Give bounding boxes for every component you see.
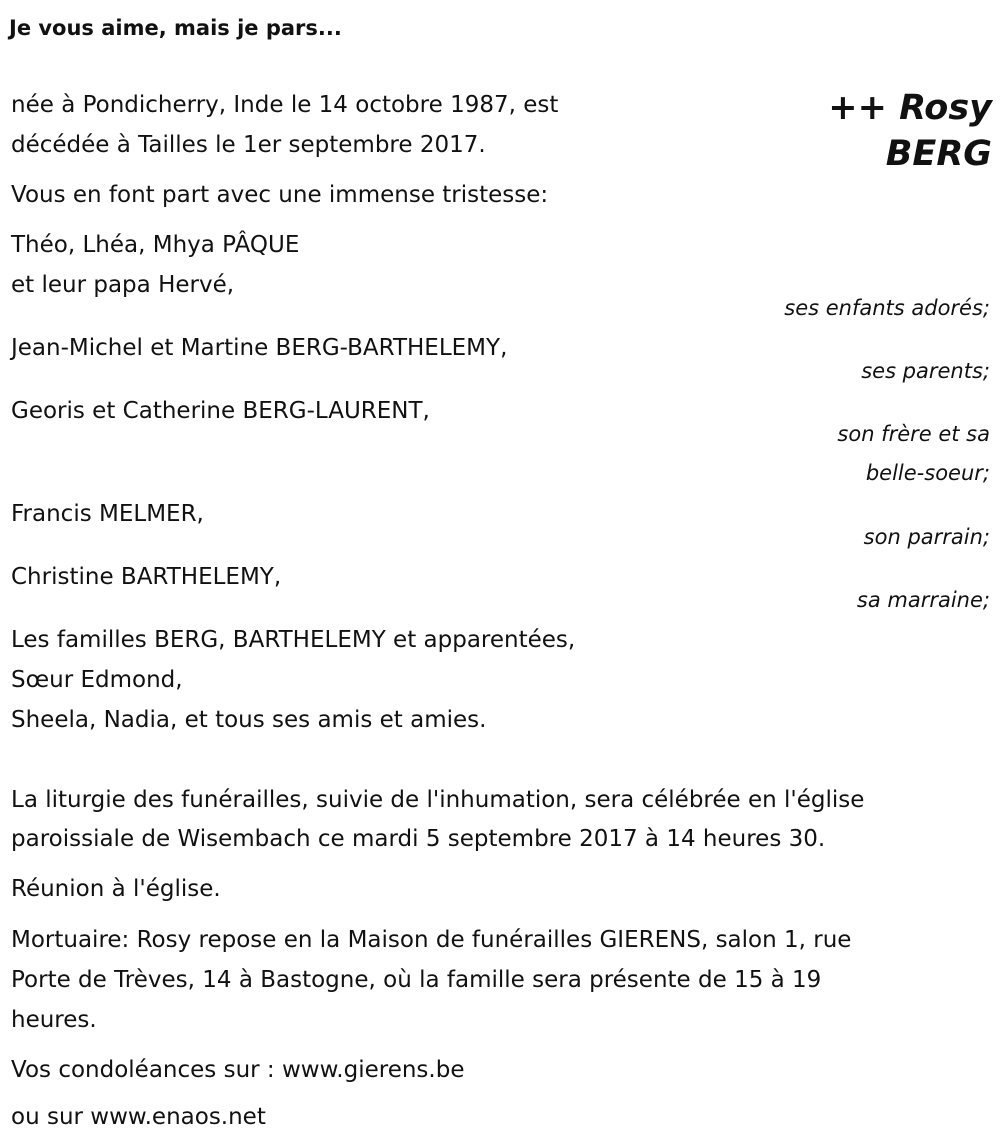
deceased-name-line1: ++ Rosy bbox=[828, 88, 992, 128]
children-father: et leur papa Hervé, bbox=[11, 272, 235, 298]
godmother-name: Christine BARTHELEMY, bbox=[11, 564, 282, 590]
birth-text: née à Pondicherry, Inde le 14 octobre 1987, est bbox=[11, 92, 559, 118]
parents-role: ses parents; bbox=[861, 359, 990, 383]
children-role: ses enfants adorés; bbox=[784, 296, 990, 320]
deceased-name-line2: BERG bbox=[885, 134, 992, 174]
brother-role-line2: belle-soeur; bbox=[865, 461, 990, 485]
mortuary-line1: Mortuaire: Rosy repose en la Maison de funérailles GIERENS, salon 1, rue bbox=[11, 927, 852, 953]
death-text: décédée à Tailles le 1er septembre 2017. bbox=[11, 132, 486, 158]
condolences-text: Vos condoléances sur : www.gierens.be bbox=[11, 1057, 465, 1083]
meeting-text: Réunion à l'église. bbox=[11, 876, 221, 902]
condolences-alt-text: ou sur www.enaos.net bbox=[11, 1104, 266, 1130]
announcement-heading: Je vous aime, mais je pars... bbox=[9, 16, 342, 40]
godmother-role: sa marraine; bbox=[856, 588, 990, 612]
announcement-text: Vous en font part avec une immense tristesse: bbox=[11, 182, 549, 208]
brother-role-line1: son frère et sa bbox=[837, 422, 990, 446]
friends-text: Sheela, Nadia, et tous ses amis et amies. bbox=[11, 707, 487, 733]
brother-names: Georis et Catherine BERG-LAURENT, bbox=[11, 398, 430, 424]
deceased-name bbox=[828, 85, 992, 177]
children-names: Théo, Lhéa, Mhya PÂQUE bbox=[11, 232, 300, 258]
families-text: Les familles BERG, BARTHELEMY et apparentées, bbox=[11, 627, 576, 653]
parents-names: Jean-Michel et Martine BERG-BARTHELEMY, bbox=[11, 335, 508, 361]
mortuary-line2: Porte de Trèves, 14 à Bastogne, où la famille sera présente de 15 à 19 bbox=[11, 967, 822, 993]
godfather-role: son parrain; bbox=[863, 525, 990, 549]
sister-text: Sœur Edmond, bbox=[11, 667, 183, 693]
liturgy-line1: La liturgie des funérailles, suivie de l'inhumation, sera célébrée en l'église bbox=[11, 787, 865, 813]
godfather-name: Francis MELMER, bbox=[11, 501, 204, 527]
liturgy-line2: paroissiale de Wisembach ce mardi 5 septembre 2017 à 14 heures 30. bbox=[11, 826, 826, 852]
mortuary-line3: heures. bbox=[11, 1007, 97, 1033]
